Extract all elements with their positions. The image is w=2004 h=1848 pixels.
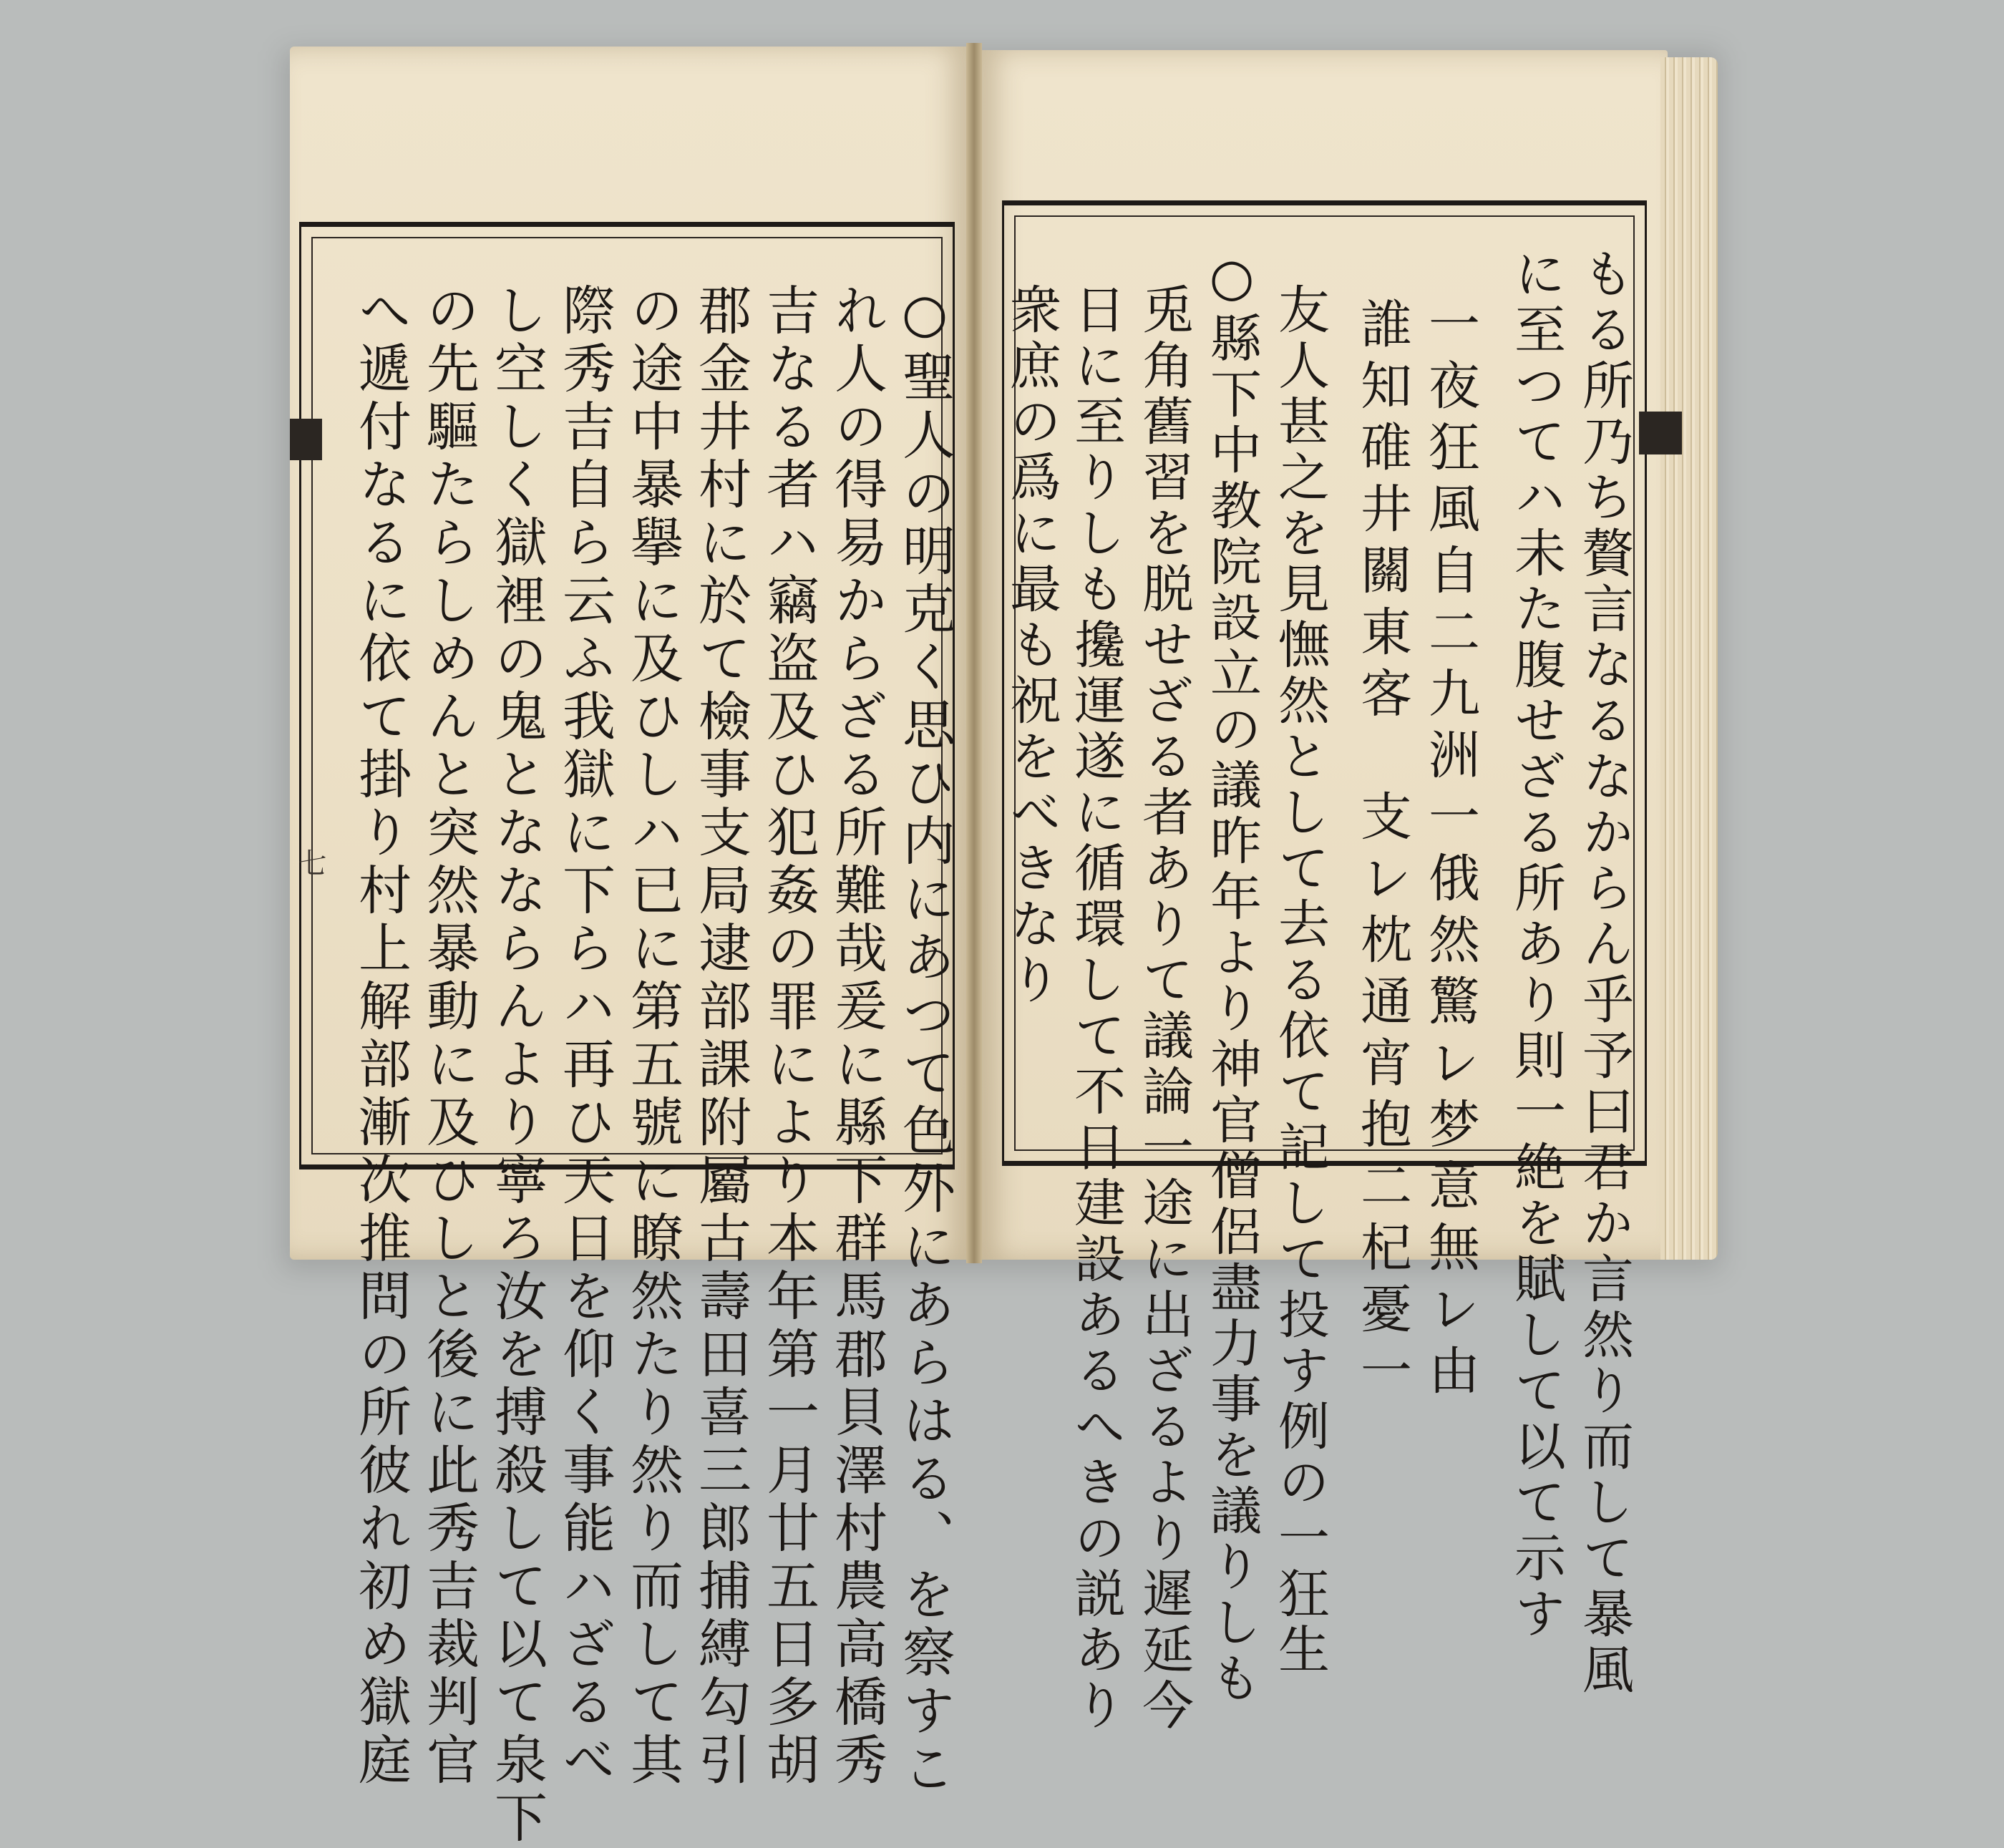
left-column-2: れ人の得易からざる所難哉爰に縣下群馬郡貝澤村農高橋秀 xyxy=(826,283,887,1790)
left-column-5: の途中暴擧に及ひしハ已に第五號に瞭然たり然り而して其 xyxy=(622,283,684,1790)
left-column-6: 際秀吉自ら云ふ我獄に下らハ再ひ天日を仰く事能ハざるべ xyxy=(554,283,616,1790)
page-number: 七 xyxy=(293,848,326,877)
page-edges xyxy=(1660,57,1718,1260)
left-column-9: へ遞付なるに依て掛り村上解部漸次推問の所彼れ初め獄庭 xyxy=(350,283,412,1790)
right-edge-mark xyxy=(1639,412,1682,454)
right-column-6: ○縣下中教院設立の議昨年より神官僧侶盡力事を議りしも xyxy=(1202,247,1262,1707)
left-column-8: の先驅たらしめんと突然暴動に及ひしと後に此秀吉裁判官 xyxy=(418,283,480,1790)
left-edge-mark xyxy=(290,419,322,460)
right-column-1: もる所乃ち贅言なるなからん乎予曰君か言然り而して暴風 xyxy=(1574,247,1634,1698)
book-gutter xyxy=(966,43,982,1263)
left-column-1: ○聖人の明克く思ひ内にあつて色外にあらはる、を察すこ xyxy=(894,283,955,1799)
left-column-3: 吉なる者ハ竊盗及ひ犯姦の罪により本年第一月廿五日多胡 xyxy=(758,283,819,1790)
left-column-7: し空しく獄裡の鬼となならんより寧ろ汝を搏殺して以て泉下 xyxy=(486,283,548,1848)
right-column-2: に至つてハ未た腹せざる所あり則一絶を賦して以て示す xyxy=(1506,247,1566,1643)
right-column-7: 兎角舊習を脱せざる者ありて議論一途に出ざるより遲延今 xyxy=(1134,283,1194,1734)
left-column-4: 郡金井村に於て檢事支局逮部課附屬古壽田喜三郎捕縛勾引 xyxy=(690,283,752,1790)
right-column-8: 日に至りしも攙運遂に循環して不日建設あるへきの説あり xyxy=(1066,283,1126,1734)
right-poem-line-1: 一夜狂風自二九洲一俄然驚レ梦意無レ由 xyxy=(1420,297,1480,1405)
right-column-9: 衆庶の爲に最も祝をべきなり xyxy=(1001,283,1061,1008)
right-column-5: 友人甚之を見憮然として去る依て記して投す例の一狂生 xyxy=(1270,283,1330,1678)
right-poem-line-2: 誰知碓井關東客 支レ枕通宵抱二杞憂一 xyxy=(1352,297,1412,1405)
